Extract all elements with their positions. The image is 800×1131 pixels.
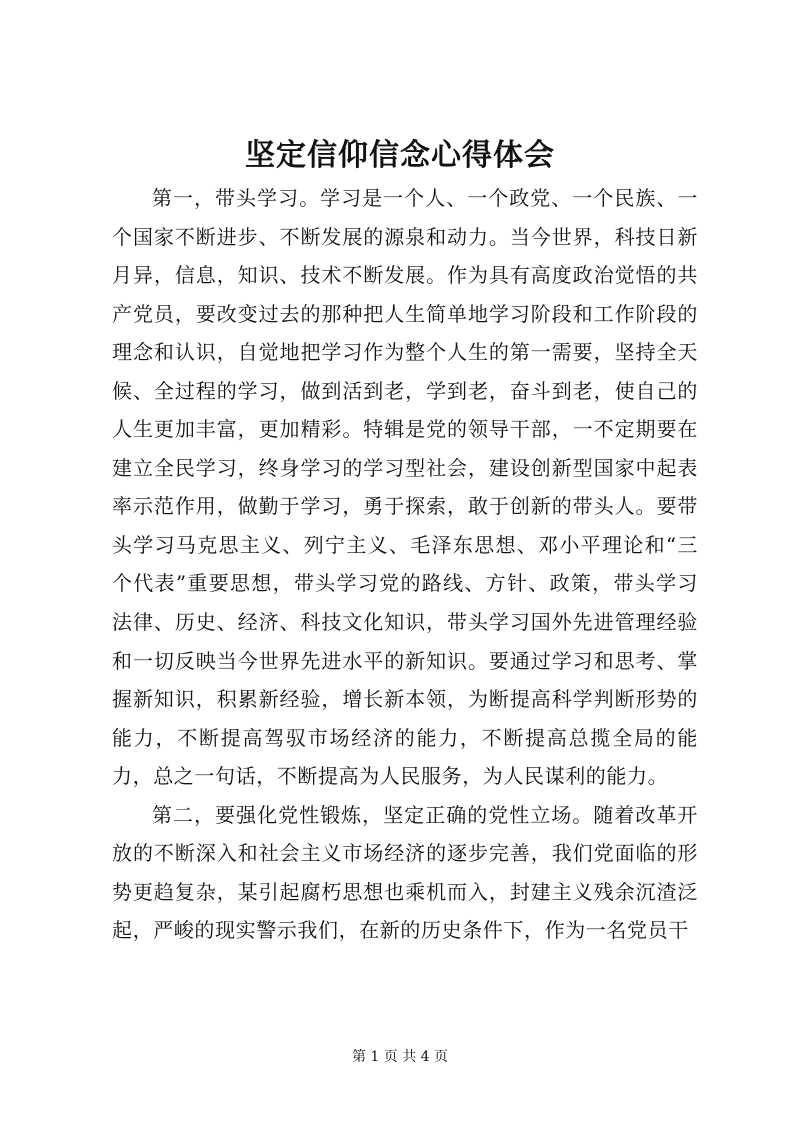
document-title: 坚定信仰信念心得体会 [245, 138, 555, 173]
page-number-footer: 第 1 页 共 4 页 [351, 1049, 449, 1065]
paragraph-2: 第二，要强化党性锻炼，坚定正确的党性立场。随着改革开放的不断深入和社会主义市场经济的逐步完善，我们党面临的形势更趋复杂，某引起腐朽思想也乘机而入，封建主义残余沉渣泛起，严峻的现实警示我们，在新的历史条件下，作为一名党员干 [112, 802, 698, 943]
document-body [112, 179, 698, 950]
paragraph-1: 第一，带头学习。学习是一个人、一个政党、一个民族、一个国家不断进步、不断发展的源泉和动力。当今世界，科技日新月异，信息，知识、技术不断发展。作为具有高度政治觉悟的共产党员，要改变过去的那种把人生简单地学习阶段和工作阶段的理念和认识，自觉地把学习作为整个人生的第一需要，坚持全天候、全过程的学习，做到活到老，学到老，奋斗到老，使自己的人生更加丰富，更加精彩。特辑是党的领导干部，一不定期要在建立全民学习，终身学习的学习型社会，建设创新型国家中起表率示范作用，做勤于学习，勇于探索，敢于创新的带头人。要带头学习马克思主义、列宁主义、毛泽东思想、邓小平理论和“三个代表”重要思想，带头学习党的路线、方针、政策，带头学习法律、历史、经济、科技文化知识，带头学习国外先进管理经验和一切反映当今世界先进水平的新知识。要通过学习和思考、掌握新知识，积累新经验，增长新本领，为断提高科学判断形势的能力，不断提高驾驭市场经济的能力，不断提高总揽全局的能力，总之一句话，不断提高为人民服务，为人民谋利的能力。 [112, 186, 698, 789]
